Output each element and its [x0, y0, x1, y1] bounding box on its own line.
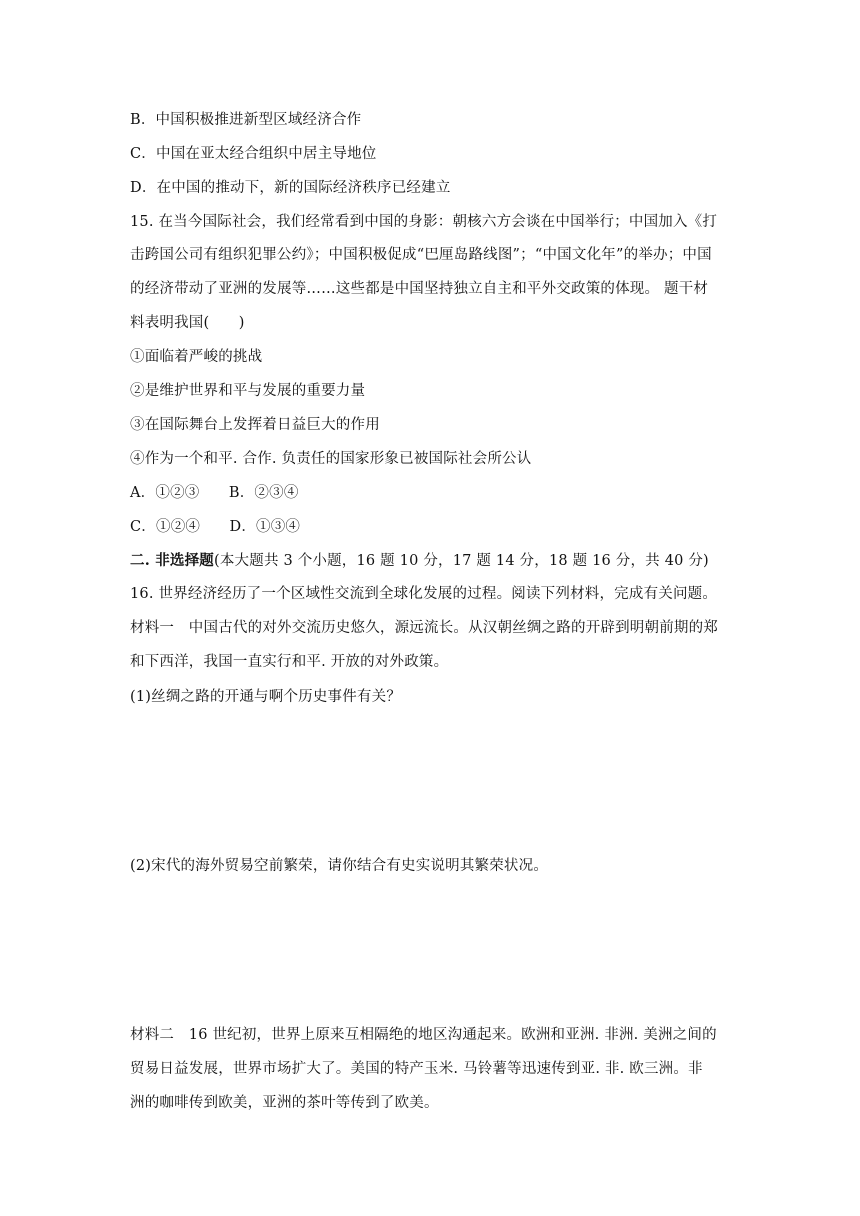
q15-options-ab: A．①②③ B．②③④ — [130, 485, 299, 501]
q15-statement-1: ①面临着严峻的挑战 — [130, 349, 263, 365]
q16-subquestion-2: (2)宋代的海外贸易空前繁荣，请你结合有史实说明其繁荣状况。 — [130, 858, 549, 874]
q16-material1-line: 材料一 中国古代的对外交流历史悠久，源远流长。从汉朝丝绸之路的开辟到明朝前期的郑 — [130, 620, 718, 636]
section-title: 二. 非选择题 — [130, 552, 214, 569]
q15-stem-line: 15. 在当今国际社会，我们经常看到中国的身影：朝核六方会谈在中国举行；中国加入《打 — [130, 214, 718, 230]
section-heading — [130, 551, 709, 571]
q16-material2-line: 材料二 16 世纪初，世界上原来互相隔绝的地区沟通起来。欧洲和亚洲. 非洲. 美洲之间的 — [130, 1027, 717, 1043]
q14-option-b: B．中国积极推进新型区域经济合作 — [130, 112, 362, 128]
q15-stem-line: 的经济带动了亚洲的发展等……这些都是中国坚持独立自主和平外交政策的体现。 题干材 — [130, 281, 709, 297]
q16-material2-line: 洲的咖啡传到欧美，亚洲的茶叶等传到了欧美。 — [130, 1095, 439, 1111]
q16-material1-line: 和下西洋，我国一直实行和平. 开放的对外政策。 — [130, 654, 449, 670]
q16-intro: 16. 世界经济经历了一个区域性交流到全球化发展的过程。阅读下列材料，完成有关问题。 — [130, 586, 718, 602]
q14-option-c: C．中国在亚太经合组织中居主导地位 — [130, 146, 377, 162]
q16-subquestion-1: (1)丝绸之路的开通与啊个历史事件有关？ — [130, 689, 402, 705]
section-note: (本大题共 3 个小题，16 题 10 分，17 题 14 分，18 题 16 分，共 40 分) — [214, 553, 709, 569]
q15-statement-4: ④作为一个和平. 合作. 负责任的国家形象已被国际社会所公认 — [130, 451, 532, 467]
q14-option-d: D．在中国的推动下，新的国际经济秩序已经建立 — [130, 180, 451, 196]
q15-stem-line: 料表明我国( ) — [130, 315, 245, 331]
q15-stem-line: 击跨国公司有组织犯罪公约》；中国积极促成“巴厘岛路线图”；“中国文化年”的举办；中国 — [130, 247, 712, 263]
q15-statement-2: ②是维护世界和平与发展的重要力量 — [130, 383, 366, 399]
q15-options-cd: C．①②④ D．①③④ — [130, 519, 301, 535]
q15-statement-3: ③在国际舞台上发挥着日益巨大的作用 — [130, 417, 380, 433]
q16-material2-line: 贸易日益发展，世界市场扩大了。美国的特产玉米. 马铃薯等迅速传到亚. 非. 欧三洲。非 — [130, 1061, 703, 1077]
